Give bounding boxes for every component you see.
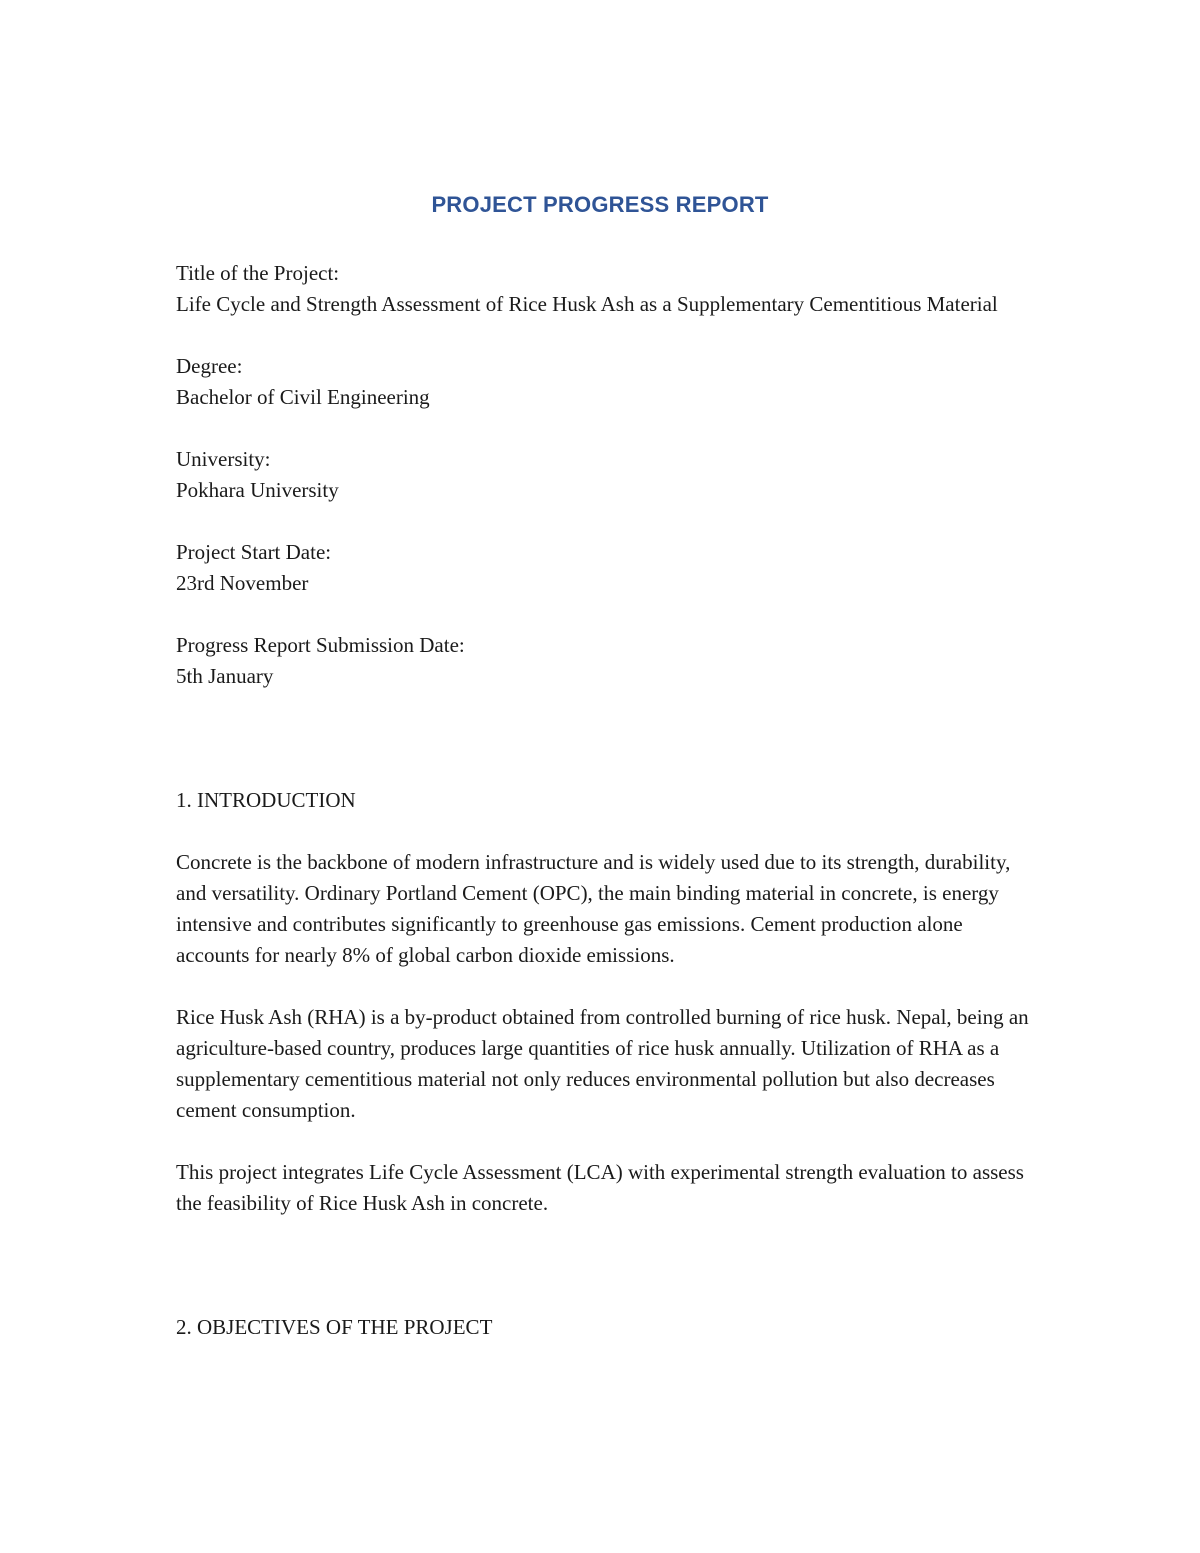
field-university [176, 444, 1036, 506]
field-value: Bachelor of Civil Engineering [176, 385, 430, 409]
field-label: Degree: [176, 354, 243, 378]
field-degree [176, 351, 1036, 413]
report-body [176, 258, 1036, 1374]
field-value: Life Cycle and Strength Assessment of Rice Husk Ash as a Supplementary Cementitious Material [176, 292, 998, 316]
field-project-title [176, 258, 1036, 320]
field-value: 5th January [176, 664, 274, 688]
field-label: Progress Report Submission Date: [176, 633, 465, 657]
field-label: Project Start Date: [176, 540, 332, 564]
spacer [176, 723, 1036, 785]
field-start-date [176, 537, 1036, 599]
spacer [176, 1250, 1036, 1312]
field-value: Pokhara University [176, 478, 339, 502]
field-submission-date [176, 630, 1036, 692]
field-label: Title of the Project: [176, 261, 340, 285]
field-label: University: [176, 447, 271, 471]
section-heading-objectives: 2. OBJECTIVES OF THE PROJECT [176, 1315, 493, 1339]
section-heading-introduction: 1. INTRODUCTION [176, 788, 356, 812]
intro-paragraph-3: This project integrates Life Cycle Assessment (LCA) with experimental strength evaluation to assess the feasibility of Rice Husk Ash in concrete. [176, 1160, 1024, 1215]
report-title: PROJECT PROGRESS REPORT [431, 192, 769, 217]
field-value: 23rd November [176, 571, 309, 595]
intro-paragraph-2: Rice Husk Ash (RHA) is a by-product obtained from controlled burning of rice husk. Nepal, being an agriculture-based country, produces large quantities of rice husk annually. Utilization of RHA as a supplementary cementitious material not only reduces environmental pollution but also decreases cement consumption. [176, 1005, 1029, 1122]
intro-paragraph-1: Concrete is the backbone of modern infrastructure and is widely used due to its strength, durability, and versatility. Ordinary Portland Cement (OPC), the main binding material in concrete, is energy intensive and contributes significantly to greenhouse gas emissions. Cement production alone accounts for nearly 8% of global carbon dioxide emissions. [176, 850, 1011, 967]
